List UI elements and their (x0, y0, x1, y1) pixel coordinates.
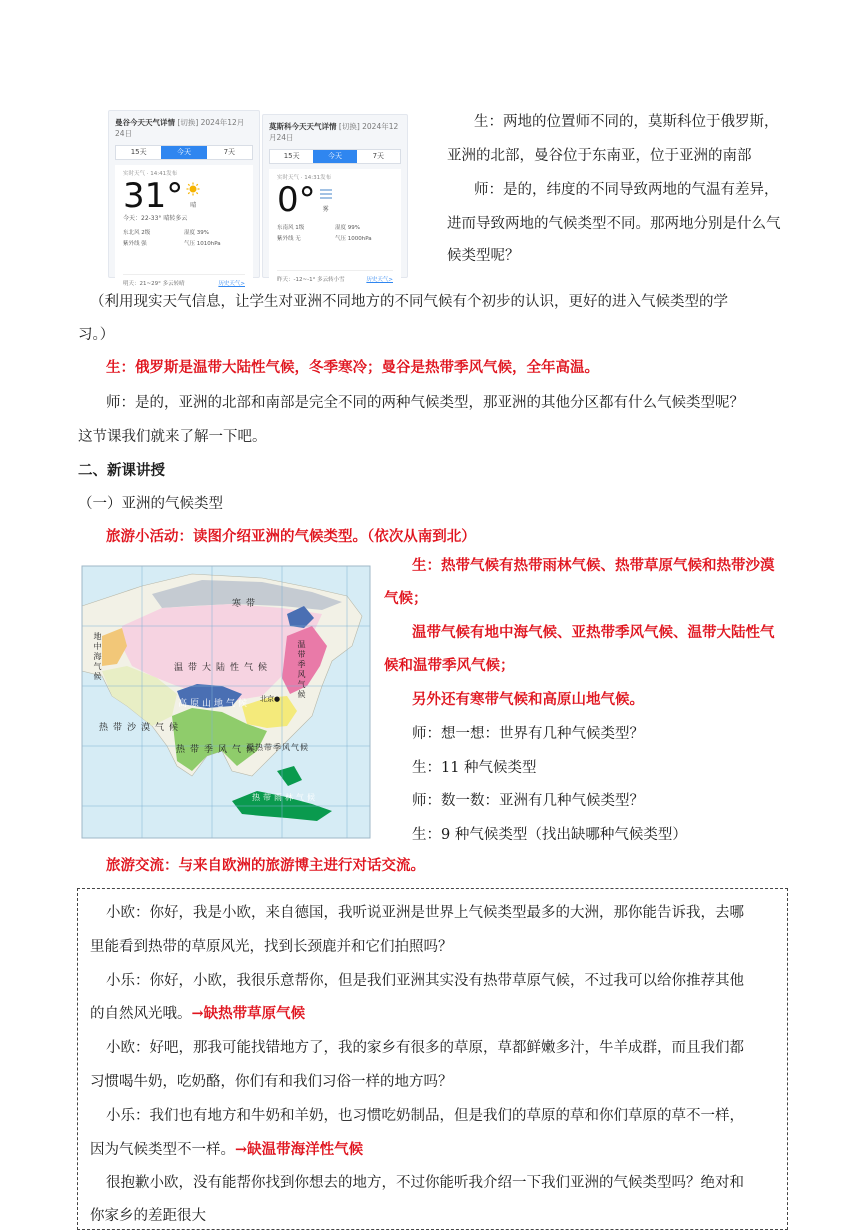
weather-card-bangkok (108, 110, 260, 287)
dialog-line: 习惯喝牛奶，吃奶酪，你们有和我们习俗一样的地方吗？ (90, 1074, 453, 1090)
dialog-text: 的自然风光哦。 (90, 1006, 192, 1022)
tomorrow-forecast: 昨天：-12~-1° 多云转小雪 (277, 277, 345, 283)
travel-activity: 旅游小活动：读图介绍亚洲的气候类型。（依次从南到北） (106, 528, 476, 545)
map-label-subtropical: 亚热带季风气候 (246, 743, 309, 752)
pressure-value: 气压 1010hPa (184, 241, 221, 247)
realtime-label: 实时天气 · 14:31发布 (277, 175, 332, 181)
travel-exchange: 旅游交流：与来自欧洲的旅游博主进行对话交流。 (106, 857, 425, 874)
dialog-text: 因为气候类型不一样。 (90, 1142, 235, 1158)
weather-card-moscow (262, 114, 408, 283)
student-answer-3-line4: 候和温带季风气候； (384, 657, 515, 674)
student-answer-3-line1: 生：热带气候有热带雨林气候、热带草原气候和热带沙漠 (412, 557, 775, 574)
temperature: 0° (277, 180, 316, 220)
weather-body (115, 165, 253, 293)
map-label-mediterranean: 地中海气候 (93, 632, 102, 682)
weather-desc: 雾 (322, 206, 329, 213)
weather-card-title: 曼谷今天天气详情 [切换] 2024年12月24日 (115, 118, 245, 138)
subsection-heading: （一）亚洲的气候类型 (78, 496, 223, 512)
weather-card-title: 莫斯科今天天气详情 [切换] 2024年12月24日 (269, 122, 399, 142)
tab-7-days[interactable]: 7天 (223, 148, 236, 156)
student-answer-1-line1: 生：两地的位置师不同的，莫斯科位于俄罗斯， (474, 114, 779, 130)
student-answer-3-line2: 气候； (384, 590, 428, 607)
student-answer-3-line3: 温带气候有地中海气候、亚热带季风气候、温带大陆性气 (412, 624, 775, 641)
humidity-value: 湿度 39% (184, 230, 209, 236)
weather-footer (277, 270, 393, 283)
dialog-line: 里能看到热带的草原风光，找到长颈鹿并和它们拍照吗？ (90, 939, 453, 955)
student-answer-5: 生：9 种气候类型（找出缺哪种气候类型） (412, 827, 687, 843)
wind-value: 东北风 2级 (123, 230, 151, 236)
history-weather-link[interactable]: 历史天气> (218, 281, 245, 287)
fog-icon (319, 188, 333, 200)
teacher-reply-1-line1: 师：是的，纬度的不同导致两地的气温有差异， (474, 182, 779, 198)
weather-tabs (269, 149, 401, 164)
tab-today[interactable]: 今天 (313, 150, 356, 163)
weather-footer (123, 274, 245, 287)
map-label-rainforest: 热带雨林气候 (252, 793, 318, 802)
map-label-beijing: 北京● (260, 695, 281, 703)
dialog-line: 小乐：我们也有地方和牛奶和羊奶，也习惯吃奶制品，但是我们的草原的草和你们草原的草不一样， (106, 1108, 744, 1124)
tab-15-days[interactable]: 15天 (283, 152, 300, 160)
uv-value: 紫外线 无 (277, 236, 301, 242)
temperature: 31° (123, 176, 184, 216)
map-label-plateau: 高原山地气候 (178, 699, 251, 709)
wind-value: 东南风 1级 (277, 225, 305, 231)
map-label-desert: 热带沙漠气候 (99, 723, 184, 733)
history-weather-link[interactable]: 历史天气> (366, 277, 393, 283)
weather-tabs (115, 145, 253, 160)
weather-desc: 晴 (190, 202, 197, 209)
map-label-temperate-monsoon: 温带季风气候 (297, 640, 306, 700)
weather-body (269, 169, 401, 289)
teacher-reply-2-line1: 师：是的，亚洲的北部和南部是完全不同的两种气候类型，那亚洲的其他分区都有什么气候类型呢？ (106, 395, 744, 411)
dialog-line: 小乐：你好，小欧，我很乐意帮你，但是我们亚洲其实没有热带草原气候，不过我可以给你推荐其他 (106, 973, 744, 989)
map-label-monsoon: 热带季风气候 (176, 745, 261, 755)
realtime-label: 实时天气 · 14:41发布 (123, 171, 178, 177)
weather-details (277, 223, 393, 242)
tab-15-days[interactable]: 15天 (130, 148, 147, 156)
dialog-line: 很抱歉小欧，没有能帮你找到你想去的地方，不过你能听我介绍一下我们亚洲的气候类型吗？绝对和 (106, 1175, 744, 1191)
tomorrow-forecast: 明天：21~29° 多云转晴 (123, 281, 185, 287)
temp-range: 今天：22-33° 晴转多云 (123, 215, 188, 222)
student-answer-2: 生：俄罗斯是温带大陆性气候，冬季寒冷；曼谷是热带季风气候，全年高温。 (106, 359, 599, 376)
pressure-value: 气压 1000hPa (335, 236, 372, 242)
tab-today[interactable]: 今天 (161, 146, 206, 159)
student-answer-1-line2: 亚洲的北部，曼谷位于东南亚，位于亚洲的南部 (447, 148, 752, 164)
missing-climate-note: →缺温带海洋性气候 (235, 1141, 364, 1158)
section-heading: 二、新课讲授 (78, 462, 165, 479)
teacher-reply-1-line3: 候类型呢？ (447, 248, 520, 264)
dialog-line: 小欧：你好，我是小欧，来自德国，我听说亚洲是世界上气候类型最多的大洲，那你能告诉我，去哪 (106, 905, 744, 921)
teacher-question-4: 师：数一数：亚洲有几种气候类型？ (412, 793, 644, 809)
humidity-value: 湿度 99% (335, 225, 360, 231)
dialog-line (90, 1004, 305, 1024)
map-label-continental: 温带大陆性气候 (174, 663, 273, 673)
dialog-line (90, 1140, 363, 1160)
student-answer-3-line5: 另外还有寒带气候和高原山地气候。 (412, 691, 644, 708)
student-answer-4: 生：11 种气候类型 (412, 760, 537, 776)
weather-details (123, 228, 245, 247)
design-note-line1: （利用现实天气信息，让学生对亚洲不同地方的不同气候有个初步的认识，更好的进入气候类型的学 (90, 294, 728, 310)
teacher-reply-1-line2: 进而导致两地的气候类型不同。那两地分别是什么气 (447, 216, 781, 232)
map-label-tundra: 寒带 (232, 599, 261, 609)
design-note-line2: 习。） (78, 327, 115, 343)
dialog-line: 你家乡的差距很大 (90, 1208, 206, 1224)
missing-climate-note: →缺热带草原气候 (191, 1005, 306, 1022)
teacher-reply-2-line2: 这节课我们就来了解一下吧。 (78, 429, 267, 445)
dialog-line: 小欧：好吧，那我可能找错地方了，我的家乡有很多的草原，草都鲜嫩多汁，牛羊成群，而且我们都 (106, 1040, 744, 1056)
teacher-question-3: 师：想一想：世界有几种气候类型？ (412, 726, 644, 742)
uv-value: 紫外线 强 (123, 241, 147, 247)
tab-7-days[interactable]: 7天 (372, 152, 385, 160)
sun-icon (186, 182, 200, 196)
